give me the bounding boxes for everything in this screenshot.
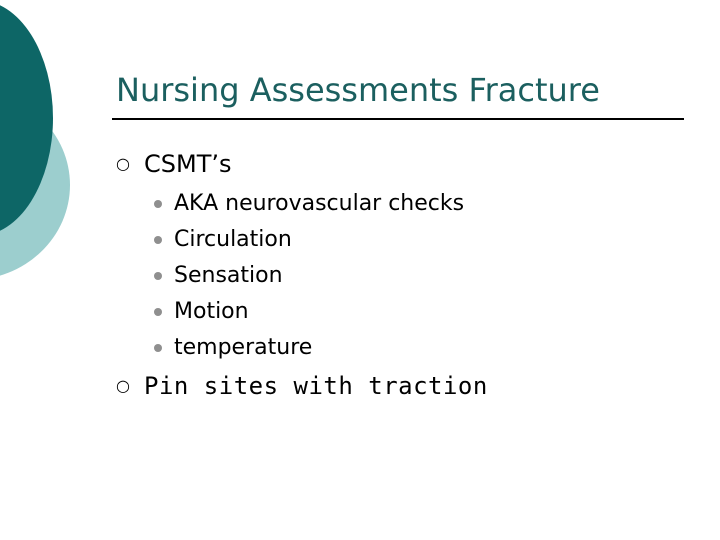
decorative-circles	[0, 0, 90, 300]
ring-bullet-icon: ○	[116, 376, 130, 395]
dot-bullet-icon	[154, 200, 162, 208]
ring-bullet-icon: ○	[116, 154, 130, 173]
title-underline	[112, 118, 684, 120]
sub-bullet-text: Sensation	[174, 263, 283, 288]
dot-bullet-icon	[154, 272, 162, 280]
sub-bullet-text: Circulation	[174, 227, 292, 252]
bullet-text: Pin sites with traction	[144, 372, 488, 400]
dot-bullet-icon	[154, 236, 162, 244]
sub-bullet-text: Motion	[174, 299, 249, 324]
dot-bullet-icon	[154, 344, 162, 352]
dot-bullet-icon	[154, 308, 162, 316]
sub-bullet-text: temperature	[174, 335, 313, 360]
bullet-text: CSMT’s	[144, 150, 232, 178]
sub-bullet-text: AKA neurovascular checks	[174, 191, 465, 216]
slide-title: Nursing Assessments Fracture	[116, 71, 600, 109]
